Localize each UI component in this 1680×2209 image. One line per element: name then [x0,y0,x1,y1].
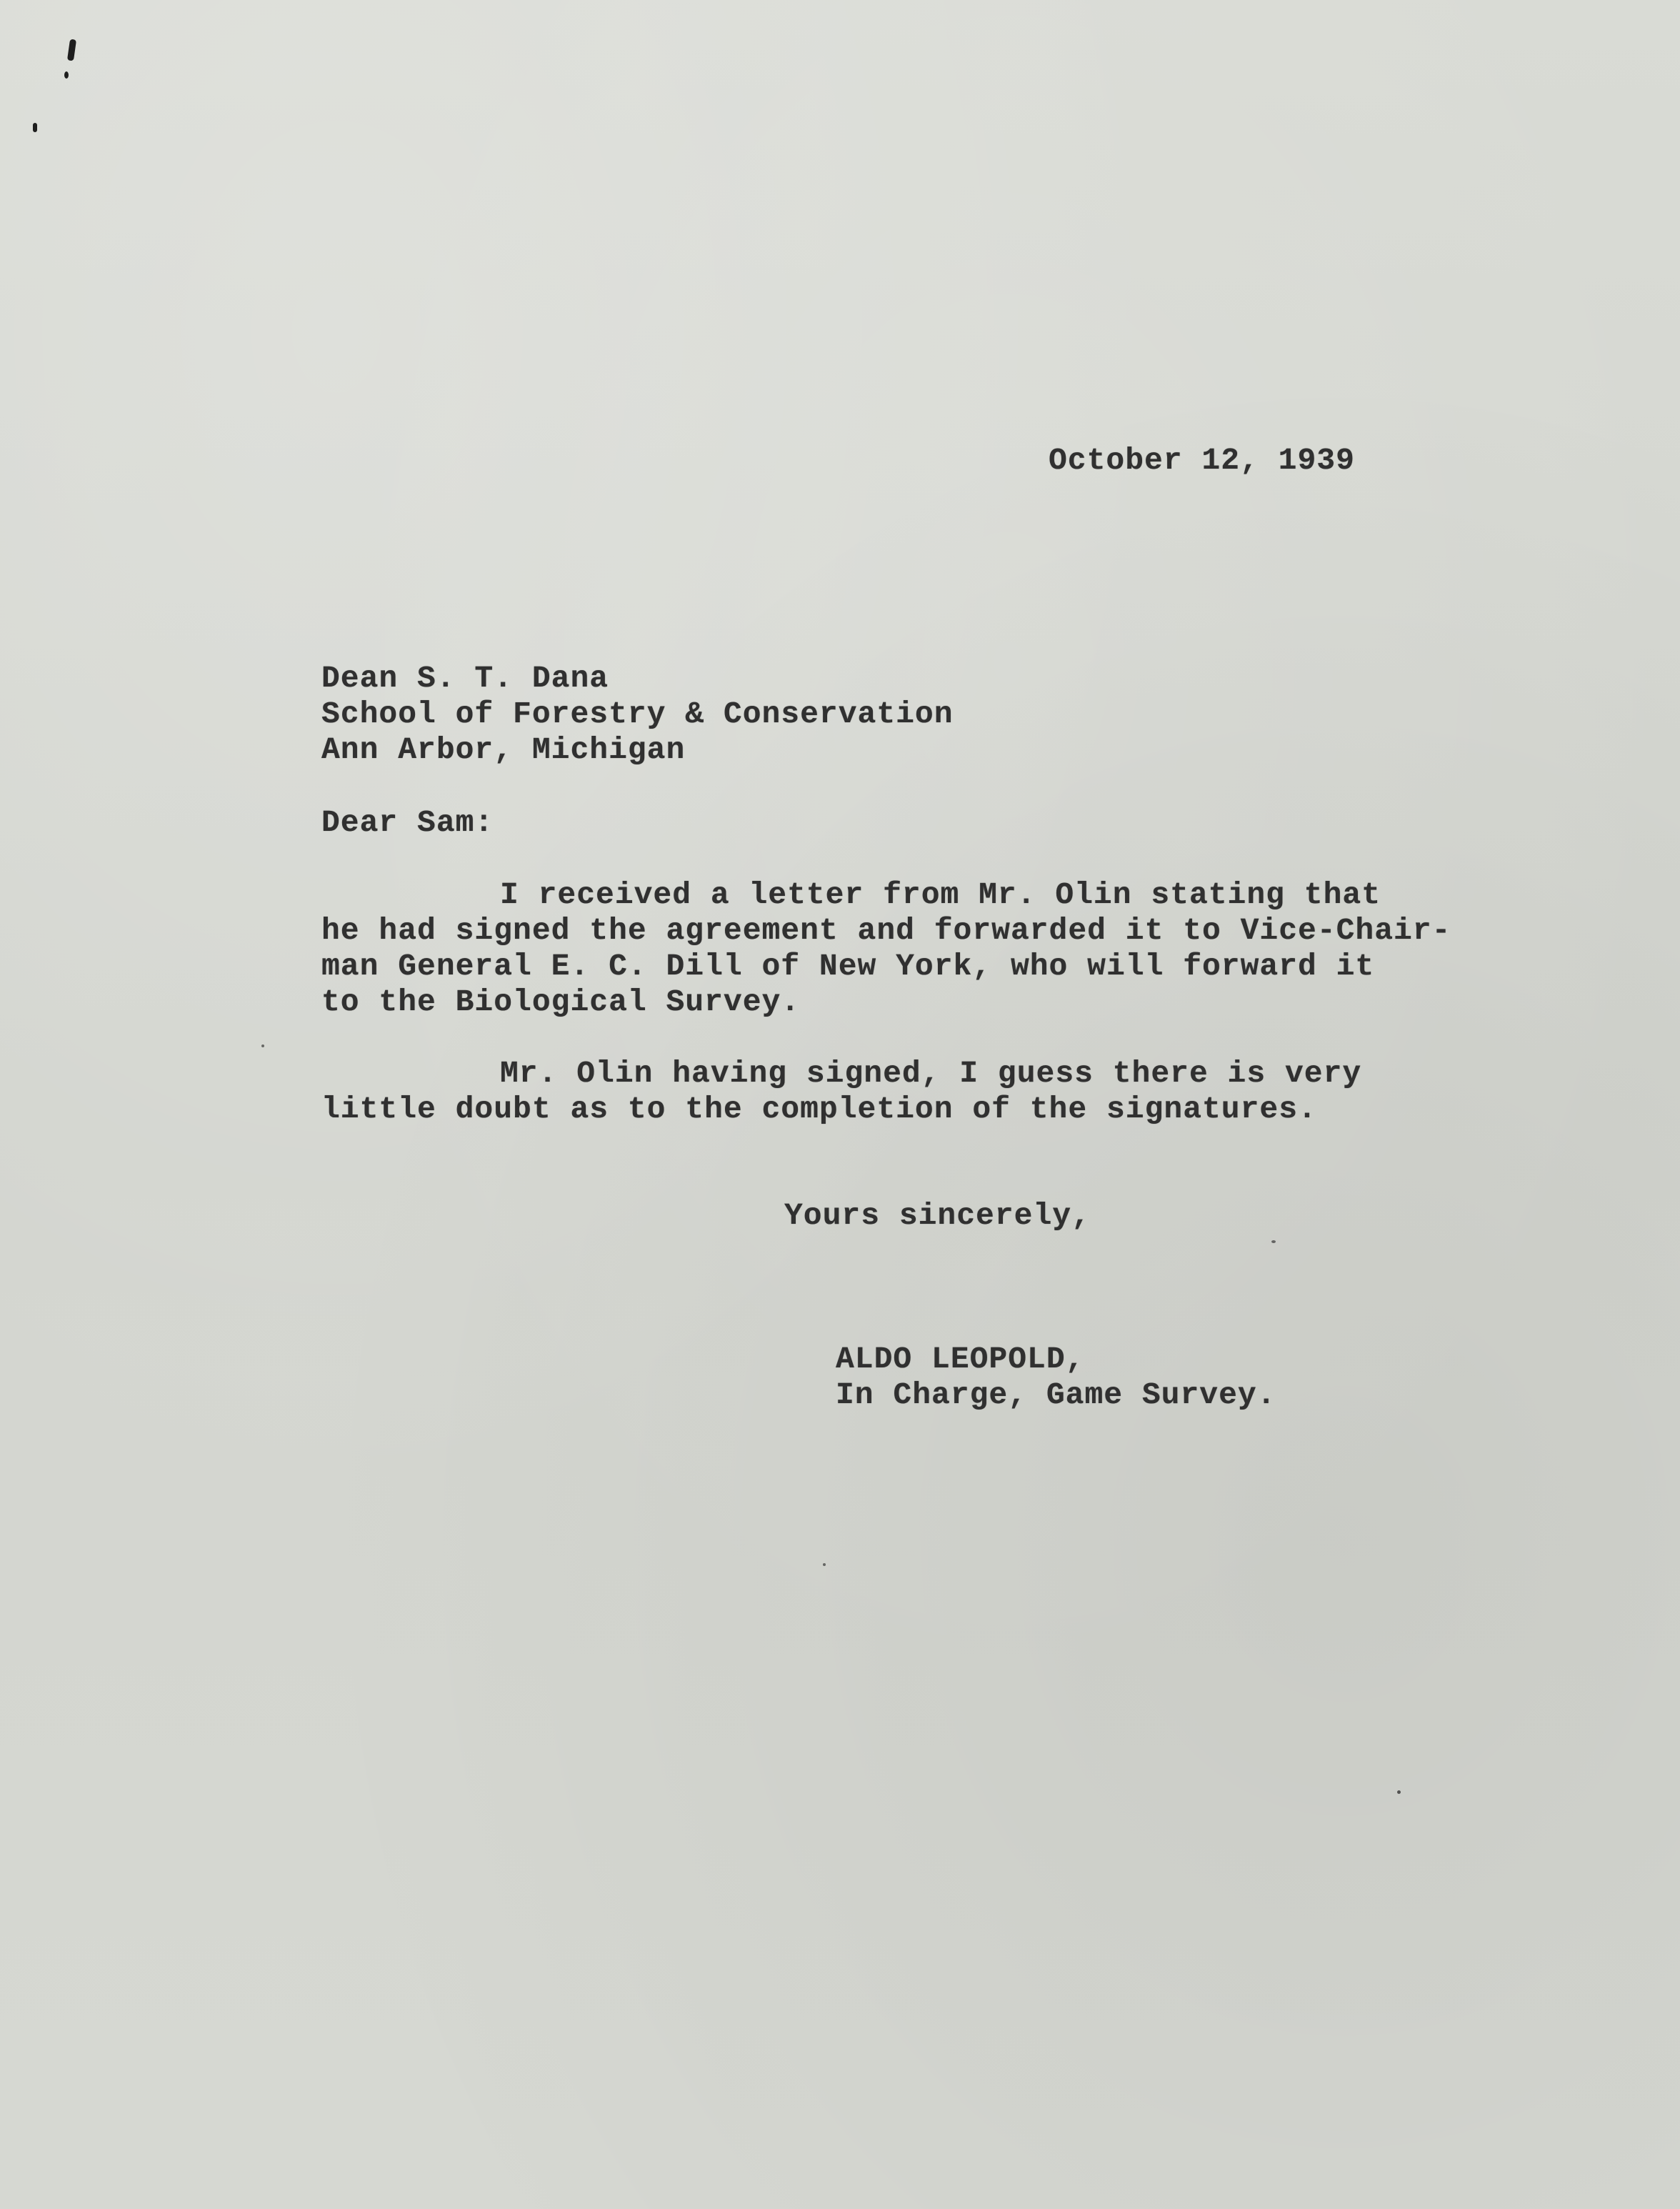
body-paragraph-2-line: Mr. Olin having signed, I guess there is very [500,1056,1362,1091]
ink-speck [1397,1790,1401,1794]
ink-speck [261,1044,264,1047]
ink-speck [64,71,69,79]
body-paragraph-1-line: I received a letter from Mr. Olin stating that [500,877,1381,912]
body-paragraph-1-line: he had signed the agreement and forwarded it to Vice-Chair- [321,913,1451,948]
ink-speck [33,123,37,132]
recipient-name: Dean S. T. Dana [321,661,609,696]
signature-name: ALDO LEOPOLD, [836,1342,1085,1377]
letter-date: October 12, 1939 [1049,443,1355,478]
recipient-location: Ann Arbor, Michigan [321,732,686,767]
closing: Yours sincerely, [784,1198,1091,1233]
signature-title: In Charge, Game Survey. [836,1377,1276,1412]
body-paragraph-1-line: man General E. C. Dill of New York, who will forward it [321,949,1375,984]
ink-speck [1271,1240,1276,1243]
ink-speck [67,39,76,61]
recipient-organization: School of Forestry & Conservation [321,697,954,732]
body-paragraph-2-line: little doubt as to the completion of the signatures. [321,1092,1317,1127]
ink-speck [823,1563,826,1566]
salutation: Dear Sam: [321,805,494,840]
body-paragraph-1-line: to the Biological Survey. [321,984,801,1019]
